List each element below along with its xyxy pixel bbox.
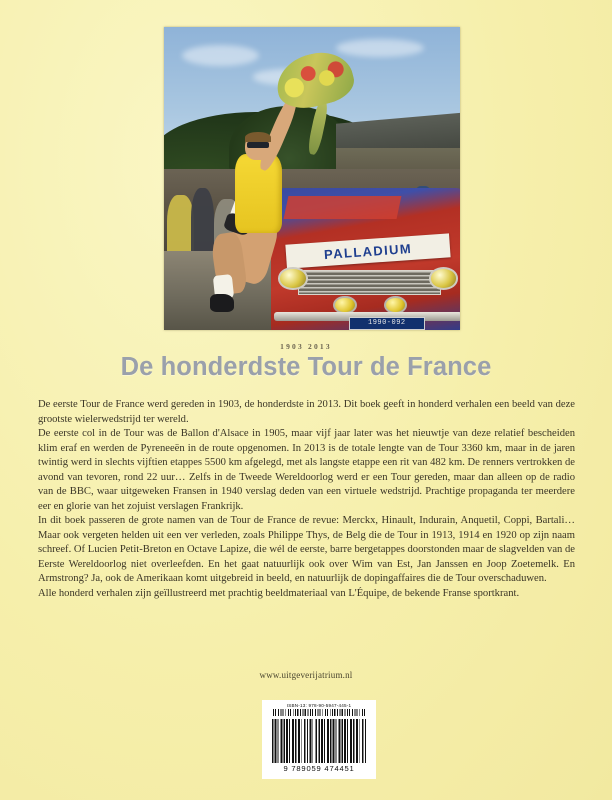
isbn-barcode — [262, 700, 376, 779]
year-range: 1903 2013 — [280, 342, 332, 351]
cyclist-shoe-left — [210, 294, 234, 312]
cyclist-yellow-jersey — [235, 154, 282, 233]
blurb-paragraph-4: Alle honderd verhalen zijn geïllustreerd met prachtig beeldmateriaal van L'Équipe, de bekende Franse sportkrant. — [38, 587, 520, 599]
headlight-right — [429, 267, 458, 290]
spectator — [191, 188, 215, 261]
palladium-banner-text: PALLADIUM — [323, 240, 413, 262]
photo-scene — [164, 27, 460, 330]
palladium-banner — [286, 233, 451, 269]
blurb-paragraph-3: In dit boek passeren de grote namen van de Tour de France de revue: Merckx, Hinault, Indurain, Anquetil, Coppi, Bartali… Maar ook vergeten helden uit een ver verleden, zoals Philippe Thys, de Belg die de Tour in 1913, 1914 en 1920 op zijn naam schreef. Of Lucien Petit-Breton en Octave Lapize, die wél de eerste, barre bergetappes doorstonden maar de slagvelden van de Eerste Wereldoorlog niet overleefden. En het gaat natuurlijk ook over Wim van Est, Jan Janssen en Joop Zoetemelk. En Armstrong? Ja, ook de Amerikaan komt uitgebreid in beeld, en natuurlijk de dopingaffaires die de Tour overschaduwen. — [38, 515, 575, 584]
cyclist-hair — [245, 132, 270, 143]
ean13-bars — [272, 719, 366, 763]
blurb-paragraph-2: De eerste col in de Tour was de Ballon d'Alsace in 1905, maar vijf jaar later was het nieuwtje van deze relatief bescheiden klim eraf en werden de Pyreneeën in de route opgenomen. In 2013 is de totale lengte van de Tour 3360 km, maar in de jaren twintig werd in slechts vijftien etappes 5500 km afgelegd, met als langste etappe een rit van 482 km. De renners vertrokken de avond van tevoren, rond 22 uur… Zelfs in de Tweede Wereldoorlog werd er een Tour gereden, maar dan alleen op de radio van de BBC, waar uitgeweken Fransen in 1940 verslag deden van een virtuele wedstrijd. Prachtige propaganda ter meerdere eer en glorie van het zojuist verslagen Frankrijk. — [38, 428, 575, 512]
publisher-website[interactable]: www.uitgeverijatrium.nl — [259, 670, 353, 680]
headlight-left — [278, 267, 307, 290]
isbn-label: ISBN-13: 978-90-5947-445-1 — [286, 703, 352, 708]
car-stripe — [284, 196, 402, 219]
blurb-paragraph-1: De eerste Tour de France werd gereden in 1903, de honderdste in 2013. Dit boek geeft in honderd verhalen een beeld van deze grootste wielerwedstrijd ter wereld. — [38, 399, 575, 425]
car-grille — [298, 270, 441, 295]
license-plate-text: 1990-092 — [368, 319, 406, 328]
book-title: De honderdste Tour de France — [120, 353, 492, 381]
cover-photograph — [164, 27, 460, 330]
rally-car — [271, 188, 460, 330]
blurb-text — [38, 398, 575, 601]
ean13-number: 9 789059 474451 — [283, 764, 355, 773]
sunglasses-icon — [247, 142, 269, 147]
license-plate — [349, 317, 425, 330]
isbn-mini-barcode — [273, 709, 365, 716]
